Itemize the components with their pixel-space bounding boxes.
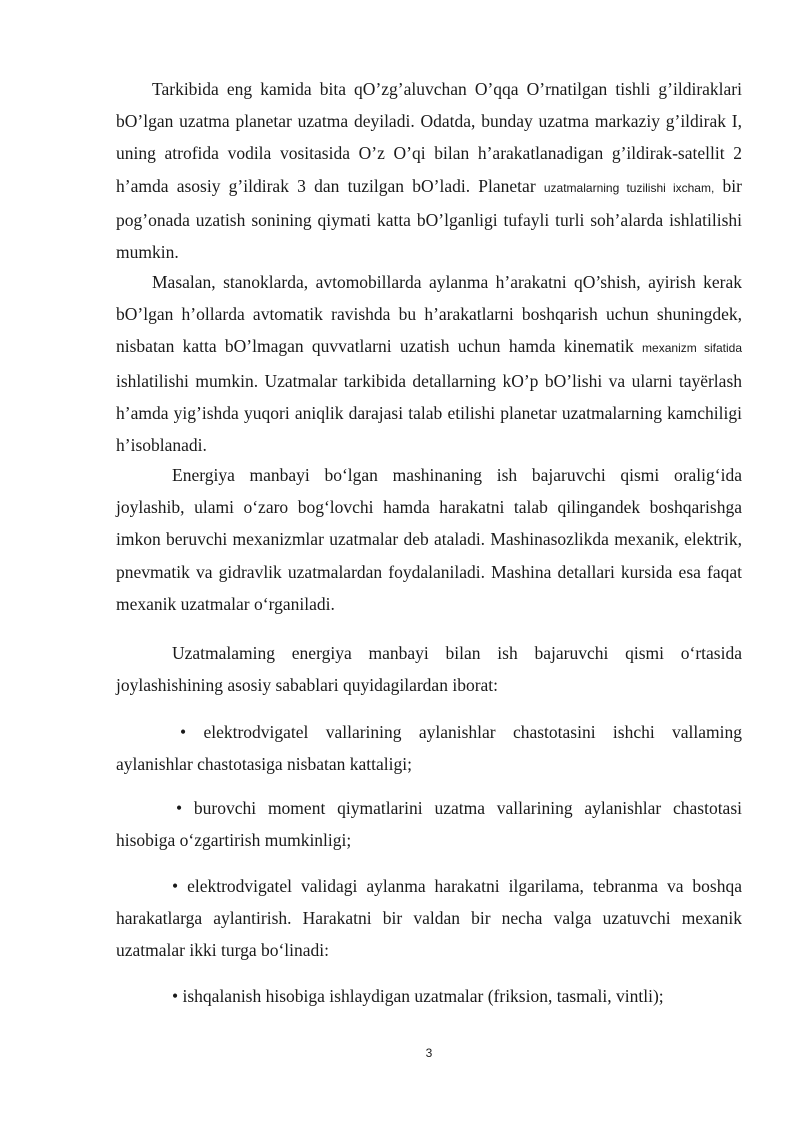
paragraph-text: bir pog’onada uzatish sonining qiymati katta bO’lganligi tufayli turli soh’alarda ishlatilishi mumkin. — [116, 175, 742, 263]
list-item-torque: • burovchi moment qiymatlarini uzatma vallarining aylanishlar chastotasi hisobiga o‘zgartirish mumkinligi; — [116, 798, 742, 851]
paragraph-transmission-definition: Energiya manbayi bo‘lgan mashinaning ish bajaruvchi qismi oralig‘ida joylashib, ulami o‘zaro bog‘lovchi hamda harakatni talab qilingandek boshqarishga imkon beruvchi mexanizmlar uzatmalar deb ataladi. Mashinasozlikda mexanik, elektrik, pnevmatik va gidravlik uzatmalardan foydalaniladi. Mashina detallari kursida esa faqat mexanik uzatmalar o‘rganiladi. — [116, 465, 742, 614]
paragraph-planetary-definition — [116, 73, 742, 268]
list-item-friction-transmissions: • ishqalanish hisobiga ishlaydigan uzatmalar (friksion, tasmali, vintli); — [172, 986, 664, 1006]
paragraph-planetary-usage — [116, 266, 742, 461]
paragraph-small-text: mexanizm sifatida — [642, 341, 742, 356]
paragraph-text: Masalan, stanoklarda, avtomobillarda aylanma h’arakatni qO’shish, ayirish kerak bO’lgan h’ollarda avtomatik ravishda bu h’arakatlarni boshqarish uchun shuningdek, nisbatan katta bO’lmagan quvvatlarni uzatish uchun hamda kinematik — [116, 272, 742, 357]
paragraph-reasons-intro: Uzatmalaming energiya manbayi bilan ish bajaruvchi qismi o‘rtasida joylashishining asosiy sabablari quyidagilardan iborat: — [116, 643, 742, 696]
list-item-rotation-frequency: • elektrodvigatel vallarining aylanishlar chastotasini ishchi vallaming aylanishlar chastotasiga nisbatan kattaligi; — [116, 722, 742, 775]
page-number: 3 — [425, 1046, 433, 1060]
paragraph-text: ishlatilishi mumkin. Uzatmalar tarkibida detallarning kO’p bO’lishi va ularni tayërlash h’amda yig’ishda yuqori aniqlik darajasi talab etilishi planetar uzatmalarning kamchiligi h’isoblanadi. — [116, 370, 742, 456]
paragraph-small-text: uzatmalarning tuzilishi ixcham, — [543, 180, 715, 195]
paragraph-text: Tarkibida eng kamida bita qO’zg’aluvchan O’qqa O’rnatilgan tishli g’ildiraklari bO’lgan uzatma planetar uzatma deyiladi. Odatda, bunday uzatma markaziy g’ildirak I, uning atrofida vodila vositasida O’z O’qi bilan h’arakatlanadigan g’ildirak-satellit 2 h’amda asosiy g’ildirak 3 dan tuzilgan bO’ladi. Planetar — [116, 79, 742, 196]
list-item-motion-conversion: • elektrodvigatel validagi aylanma harakatni ilgarilama, tebranma va boshqa harakatlarga aylantirish. Harakatni bir valdan bir necha valga uzatuvchi mexanik uzatmalar ikki turga bo‘linadi: — [116, 876, 742, 961]
